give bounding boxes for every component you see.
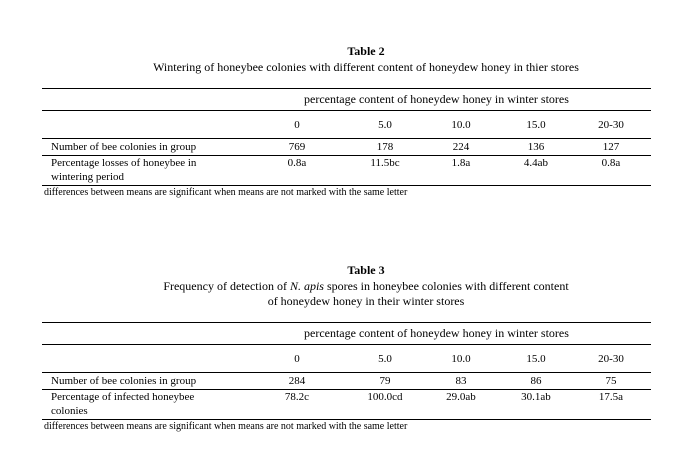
table-cell: 136 xyxy=(527,141,545,153)
table-rule xyxy=(42,185,651,186)
table-cell: 78.2c xyxy=(284,391,310,403)
column-header: 10.0 xyxy=(451,353,471,365)
table-cell: 79 xyxy=(379,375,391,387)
table-cell: 178 xyxy=(376,141,394,153)
row-label: colonies xyxy=(51,405,88,417)
table-rule xyxy=(42,322,651,323)
caption-text: spores in honeybee colonies with different content xyxy=(323,279,569,293)
caption-text: Frequency of detection of xyxy=(163,279,290,293)
table-rule xyxy=(42,88,651,89)
table-cell: 224 xyxy=(452,141,470,153)
table-caption xyxy=(66,279,666,294)
column-header: 0 xyxy=(294,119,300,131)
table-cell: 30.1ab xyxy=(521,391,551,403)
species-name: N. apis xyxy=(289,279,324,293)
column-group-header: percentage content of honeydew honey in winter stores xyxy=(304,326,569,340)
row-label: Percentage of infected honeybee xyxy=(51,391,195,403)
table-title: Table 2 xyxy=(347,44,385,58)
table-cell: 86 xyxy=(530,375,542,387)
table-title: Table 3 xyxy=(347,263,385,277)
table-footnote: differences between means are significant when means are not marked with the same letter xyxy=(44,187,408,198)
column-header: 20-30 xyxy=(598,353,624,365)
table-cell: 0.8a xyxy=(601,157,621,169)
row-label: Number of bee colonies in group xyxy=(51,375,197,387)
row-label: Number of bee colonies in group xyxy=(51,141,197,153)
table-rule xyxy=(42,155,651,156)
table-rule xyxy=(42,110,651,111)
row-label: wintering period xyxy=(51,171,125,183)
table-cell: 769 xyxy=(288,141,306,153)
table-rule xyxy=(42,389,651,390)
row-label: Percentage losses of honeybee in xyxy=(51,157,197,169)
table-cell: 4.4ab xyxy=(523,157,549,169)
table-caption: of honeydew honey in their winter stores xyxy=(267,294,465,308)
table-cell: 29.0ab xyxy=(446,391,476,403)
column-header: 5.0 xyxy=(378,353,392,365)
table-cell: 127 xyxy=(602,141,620,153)
column-header: 10.0 xyxy=(451,119,471,131)
column-header: 0 xyxy=(294,353,300,365)
column-group-header: percentage content of honeydew honey in winter stores xyxy=(304,92,569,106)
table-rule xyxy=(42,419,651,420)
table-caption: Wintering of honeybee colonies with different content of honeydew honey in thier stores xyxy=(153,60,579,74)
column-header: 15.0 xyxy=(526,353,546,365)
table-cell: 1.8a xyxy=(451,157,471,169)
column-header: 5.0 xyxy=(378,119,392,131)
table-cell: 284 xyxy=(288,375,306,387)
table-cell: 11.5bc xyxy=(370,157,400,169)
table-footnote: differences between means are significant when means are not marked with the same letter xyxy=(44,421,408,432)
column-header: 15.0 xyxy=(526,119,546,131)
column-header: 20-30 xyxy=(598,119,624,131)
table-cell: 0.8a xyxy=(287,157,307,169)
table-cell: 17.5a xyxy=(598,391,624,403)
table-rule xyxy=(42,372,651,373)
table-rule xyxy=(42,344,651,345)
table-cell: 83 xyxy=(455,375,467,387)
table-cell: 75 xyxy=(605,375,617,387)
table-rule xyxy=(42,138,651,139)
table-cell: 100.0cd xyxy=(367,391,403,403)
